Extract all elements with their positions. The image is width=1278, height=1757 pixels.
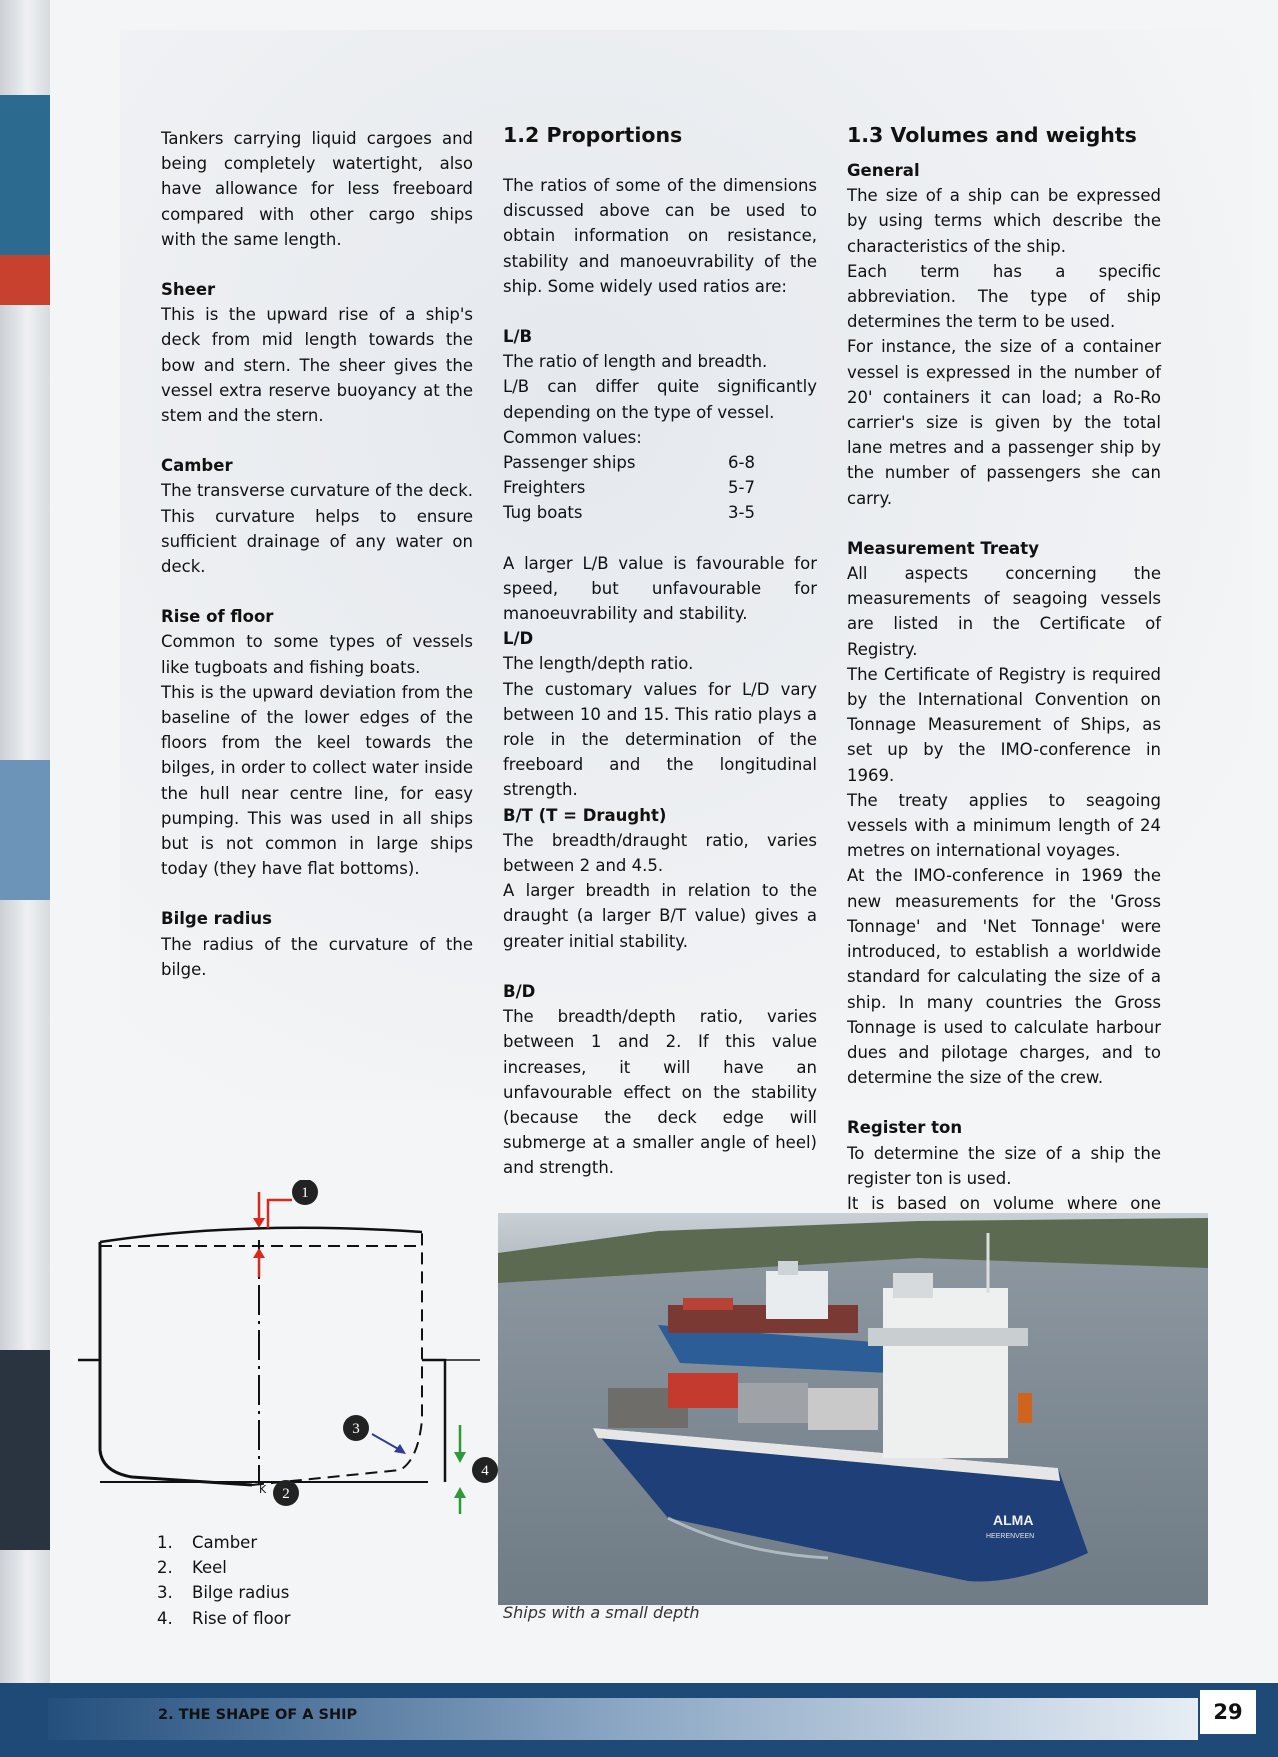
ship-port-label: HEERENVEEN <box>986 1533 1035 1540</box>
ratio-row: Passenger ships 6-8 <box>503 453 755 473</box>
legend-item: 2. Keel <box>157 1558 227 1578</box>
hull-outline <box>100 1242 252 1485</box>
bt-text: The breadth/draught ratio, varies between 2 and 4.5. <box>503 830 817 876</box>
binding-strip <box>0 1350 50 1550</box>
lb-heading: L/B <box>503 327 533 347</box>
keel-label: K <box>259 1483 267 1496</box>
svg-text:1: 1 <box>301 1185 309 1201</box>
marker-4 <box>472 1457 498 1483</box>
marker-3 <box>343 1415 369 1441</box>
page-number: 29 <box>1198 1688 1258 1736</box>
register-ton-text: To determine the size of a ship the register ton is used. <box>847 1143 1161 1188</box>
bilge-arrow <box>372 1434 400 1450</box>
lb-text: A larger L/B value is favourable for speed, but unfavourable for manoeuvrability and stability. <box>503 553 817 624</box>
general-text: Each term has a specific abbreviation. The type of ship determines the term to be used. <box>847 261 1161 332</box>
marker-2 <box>273 1480 299 1506</box>
sheer-text: This is the upward rise of a ship's deck from mid length towards the bow and stern. The sheer gives the vessel extra reserve buoyancy at the stem and the stern. <box>161 305 473 426</box>
column-middle <box>503 123 817 1181</box>
rise-arrow <box>454 1452 466 1463</box>
diagram-legend <box>157 1530 291 1631</box>
bilge-radius-heading: Bilge radius <box>161 909 272 929</box>
binding-strip <box>0 760 50 900</box>
column-left <box>161 126 473 982</box>
legend-item: 4. Rise of floor <box>157 1608 291 1628</box>
camber-heading: Camber <box>161 456 233 476</box>
column-right <box>847 123 1161 1267</box>
ld-text: The customary values for L/D vary between 10 and 15. This ratio plays a role in the determination of the freeboard and the longitudinal strength. <box>503 679 817 800</box>
binding-strip <box>0 255 50 305</box>
general-text: For instance, the size of a container vessel is expressed in the number of 20' containers it can load; a Ro-Ro carrier's size is given by the total lane metres and a passenger ship by the number of passengers she can carry. <box>847 337 1161 508</box>
camber-arrow <box>253 1218 265 1228</box>
treaty-text: At the IMO-conference in 1969 the new measurements for the 'Gross Tonnage' and 'Net Tonnage' were introduced, to establish a worldwide standard for calculating the size of a ship. In many countries the Gross Tonnage is used to calculate harbour dues and pilotage charges, and to determine the size of the crew. <box>847 866 1161 1088</box>
ratio-row: Freighters 5-7 <box>503 478 755 498</box>
bilge-arrow <box>394 1444 406 1454</box>
legend-item: 1. Camber <box>157 1533 258 1552</box>
ships-photo <box>498 1213 1208 1605</box>
lb-text: The ratio of length and breadth. <box>503 352 768 372</box>
bt-text: A larger breadth in relation to the draught (a larger B/T value) gives a greater initial stability. <box>503 881 817 951</box>
section-heading: 1.2 Proportions <box>503 123 683 147</box>
bt-heading: B/T (T = Draught) <box>503 805 667 825</box>
rise-of-floor-text: This is the upward deviation from the baseline of the lower edges of the floors from the keel towards the bilges, in order to collect water inside the hull near centre line, for easy pumping. This was used in all ships but is not common in large ships today (they have flat bottoms). <box>161 682 473 879</box>
camber-leader <box>268 1200 292 1228</box>
svg-text:2: 2 <box>282 1486 290 1502</box>
sheer-heading: Sheer <box>161 280 216 300</box>
ratio-row: Tug boats 3-5 <box>503 503 755 523</box>
camber-text: The transverse curvature of the deck. This curvature helps to ensure sufficient drainage of any water on deck. <box>161 481 473 577</box>
marker-1 <box>292 1180 318 1205</box>
bd-heading: B/D <box>503 981 536 1001</box>
svg-text:4: 4 <box>481 1463 489 1479</box>
general-heading: General <box>847 161 920 180</box>
ld-text: The length/depth ratio. <box>503 654 694 674</box>
legend-item: 3. Bilge radius <box>157 1583 290 1603</box>
section-heading: 1.3 Volumes and weights <box>847 123 1137 147</box>
rise-arrow <box>454 1487 466 1498</box>
treaty-text: The treaty applies to seagoing vessels with a minimum length of 24 metres on international voyages. <box>847 790 1161 861</box>
rise-of-floor-heading: Rise of floor <box>161 607 274 627</box>
proportions-intro: The ratios of some of the dimensions discussed above can be used to obtain information on resistance, stability and manoeuvrability of the ship. Some widely used ratios are: <box>503 176 817 296</box>
hull-cross-section-diagram <box>70 1180 505 1520</box>
register-ton-text: It is based on volume where one <box>847 1193 1161 1213</box>
ship-name-label: ALMA <box>993 1512 1034 1528</box>
intro-paragraph: Tankers carrying liquid cargoes and being completely watertight, also have allowance for less freeboard compared with other cargo ships with the same length. <box>161 129 473 249</box>
photo-caption: Ships with a small depth <box>503 1603 700 1622</box>
bd-text: The breadth/depth ratio, varies between 1 and 2. If this value increases, it will have an unfavourable effect on the stability (because the deck edge will submerge at a smaller angle of heel) and strength. <box>503 1007 817 1178</box>
treaty-heading: Measurement Treaty <box>847 538 1039 558</box>
lb-text: L/B can differ quite significantly depending on the type of vessel. <box>503 377 817 422</box>
treaty-text: The Certificate of Registry is required by the International Convention on Tonnage Measurement of Ships, as set up by the IMO-conference in 1969. <box>847 664 1161 785</box>
lb-common-label: Common values: <box>503 427 642 447</box>
treaty-text: All aspects concerning the measurements of seagoing vessels are listed in the Certificate of Registry. <box>847 564 1161 659</box>
register-ton-heading: Register ton <box>847 1118 963 1138</box>
chapter-title: 2. THE SHAPE OF A SHIP <box>158 1707 358 1723</box>
camber-arrow <box>253 1248 265 1258</box>
camber-line <box>100 1228 422 1242</box>
general-text: The size of a ship can be expressed by using terms which describe the characteristics of the ship. <box>847 186 1161 256</box>
rise-of-floor-text: Common to some types of vessels like tugboats and fishing boats. <box>161 632 473 677</box>
waterline <box>78 1360 445 1482</box>
ld-heading: L/D <box>503 629 534 649</box>
svg-text:3: 3 <box>352 1421 360 1437</box>
binding-strip <box>0 95 50 255</box>
bilge-radius-text: The radius of the curvature of the bilge. <box>161 934 473 979</box>
